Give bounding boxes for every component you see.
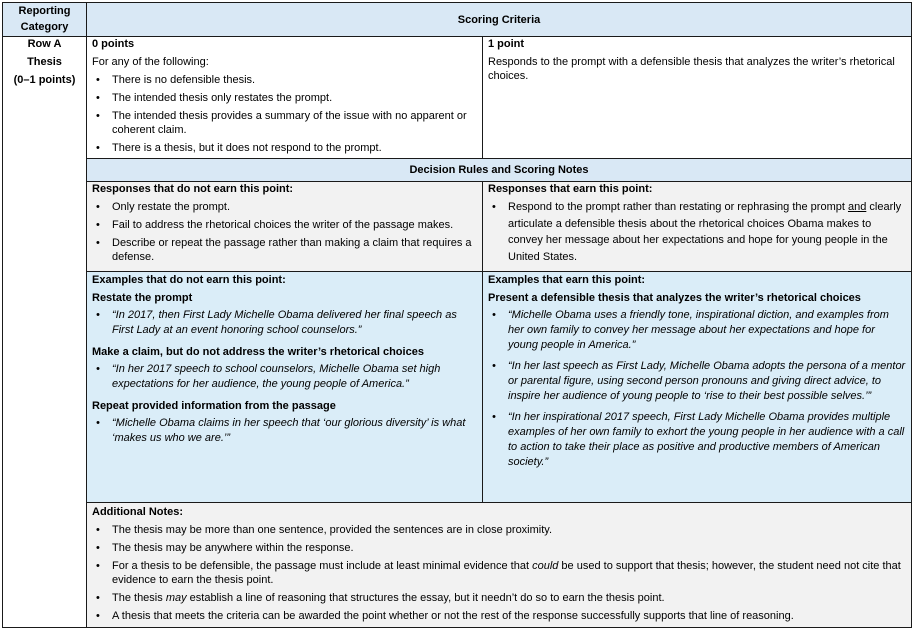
example-quote [92, 308, 478, 338]
zero-points-title: 0 points [92, 38, 135, 50]
bullet-icon [96, 218, 100, 232]
additional-notes-cell [86, 502, 912, 628]
bullet-icon [492, 308, 496, 323]
bullet-icon [96, 523, 100, 537]
additional-note-item [92, 559, 907, 587]
underlined-word: and [847, 201, 867, 213]
additional-note-item [92, 591, 907, 605]
example-quote [488, 410, 907, 470]
italic-word: could [532, 560, 559, 572]
zero-points-cell [86, 36, 483, 159]
not-earn-examples-cell [86, 271, 483, 503]
bullet-icon [96, 200, 100, 214]
note-text: The thesis may be more than one sentence, provided the sentences are in close proximity. [112, 524, 553, 536]
one-point-title: 1 point [488, 38, 525, 50]
bullet-icon [492, 199, 496, 216]
bullet-icon [96, 91, 100, 105]
earn-examples-cell [482, 271, 912, 503]
example-quote [488, 359, 907, 404]
item-text: The intended thesis only restates the prompt. [112, 92, 333, 104]
bullet-icon [96, 416, 100, 431]
note-text-end: be used to support that thesis; however, the student need not cite that evidence to earn the thesis point. [112, 560, 901, 586]
note-text: The thesis may be anywhere within the response. [112, 542, 354, 554]
bullet-icon [96, 609, 100, 623]
note-text: A thesis that meets the criteria can be awarded the point whether or not the rest of the response successfully supports that line of reasoning. [112, 610, 794, 622]
item-text: The intended thesis provides a summary of the issue with no apparent or coherent claim. [112, 110, 467, 136]
bullet-icon [96, 591, 100, 605]
earn-examples-title: Examples that earn this point: [488, 274, 646, 286]
list-item [92, 200, 478, 214]
item-text [508, 201, 901, 263]
not-earn-examples-title: Examples that do not earn this point: [92, 274, 286, 286]
note-text-start: The thesis [112, 592, 166, 604]
quote-text: “In 2017, then First Lady Michelle Obama delivered her final speech as First Lady at an event honoring school counselors.” [112, 309, 457, 336]
not-earn-responses-cell [86, 181, 483, 272]
one-point-text: Responds to the prompt with a defensible thesis that analyzes the writer’s rhetorical choices. [488, 56, 895, 82]
item-text-start: Respond to the prompt rather than restating or rephrasing the prompt [508, 201, 848, 213]
example-group-heading: Present a defensible thesis that analyzes the writer’s rhetorical choices [488, 292, 861, 304]
example-quote [92, 362, 478, 392]
bullet-icon [96, 141, 100, 155]
list-item [92, 109, 478, 137]
additional-notes-title: Additional Notes: [92, 506, 184, 518]
not-earn-responses-title: Responses that do not earn this point: [92, 183, 294, 195]
item-text: Describe or repeat the passage rather than making a claim that requires a defense. [112, 237, 472, 263]
item-text: There is no defensible thesis. [112, 74, 256, 86]
bullet-icon [96, 236, 100, 250]
row-points: (0–1 points) [13, 74, 76, 86]
list-item [92, 91, 478, 105]
note-text-start: For a thesis to be defensible, the passage must include at least minimal evidence that [112, 560, 533, 572]
additional-note-item [92, 541, 907, 555]
example-group-heading: Restate the prompt [92, 292, 193, 304]
item-text: Only restate the prompt. [112, 201, 230, 213]
list-item [92, 236, 478, 264]
zero-points-intro: For any of the following: [92, 56, 209, 68]
reporting-category-label: Reporting Category [18, 5, 71, 33]
bullet-icon [96, 308, 100, 323]
example-group-heading: Repeat provided information from the passage [92, 400, 336, 412]
item-text-end: clearly articulate a defensible thesis about the rhetorical choices Obama makes to convey her message about her expectations and hope for young people in the United States. [508, 201, 902, 263]
additional-note-item [92, 523, 907, 537]
item-text: Fail to address the rhetorical choices the writer of the passage makes. [112, 219, 454, 231]
decision-rules-header [86, 158, 912, 182]
list-item [92, 218, 478, 232]
additional-note-item [92, 609, 907, 623]
bullet-icon [96, 73, 100, 87]
example-group-heading: Make a claim, but do not address the writer’s rhetorical choices [92, 346, 424, 358]
quote-text: “In her inspirational 2017 speech, First Lady Michelle Obama provides multiple examples of her own family to exhort the young people in her audience with a call to action to take their place as positive and productive members of American society.” [508, 411, 905, 468]
bullet-icon [96, 362, 100, 377]
note-text-end: establish a line of reasoning that structures the essay, but it needn’t do so to earn the thesis point. [186, 592, 665, 604]
quote-text: “Michelle Obama uses a friendly tone, inspirational diction, and examples from her own family to convey her message about her expectations and hope for young people in America.” [508, 309, 889, 351]
quote-text: “Michelle Obama claims in her speech that ‘our glorious diversity’ is what ‘makes us who we are.’” [112, 417, 466, 444]
scoring-criteria-header [86, 2, 912, 37]
example-quote [488, 308, 907, 353]
decision-rules-label: Decision Rules and Scoring Notes [409, 164, 589, 176]
example-quote [92, 416, 478, 446]
bullet-icon [96, 559, 100, 573]
list-item [92, 141, 478, 155]
row-label: Row A [27, 38, 62, 50]
note-text [112, 560, 901, 586]
row-label-cell [2, 36, 87, 628]
bullet-icon [492, 359, 496, 374]
row-name: Thesis [27, 56, 62, 68]
earn-responses-cell [482, 181, 912, 272]
bullet-icon [96, 541, 100, 555]
bullet-icon [96, 109, 100, 123]
scoring-criteria-label: Scoring Criteria [457, 13, 541, 26]
earn-responses-title: Responses that earn this point: [488, 183, 653, 195]
one-point-cell [482, 36, 912, 159]
list-item [488, 199, 907, 265]
bullet-icon [492, 410, 496, 425]
note-text [112, 592, 665, 604]
italic-word: may [165, 592, 187, 604]
quote-text: “In her 2017 speech to school counselors, Michelle Obama set high expectations for her audience, the young people of America.” [112, 363, 441, 390]
reporting-category-header [2, 2, 87, 37]
quote-text: “In her last speech as First Lady, Michelle Obama adopts the persona of a mentor or parental figure, using second person pronouns and giving direct advice, to inspire her audience of young people to ‘rise to their best possible selves.’” [508, 360, 906, 402]
item-text: There is a thesis, but it does not respond to the prompt. [112, 142, 382, 154]
list-item [92, 73, 478, 87]
